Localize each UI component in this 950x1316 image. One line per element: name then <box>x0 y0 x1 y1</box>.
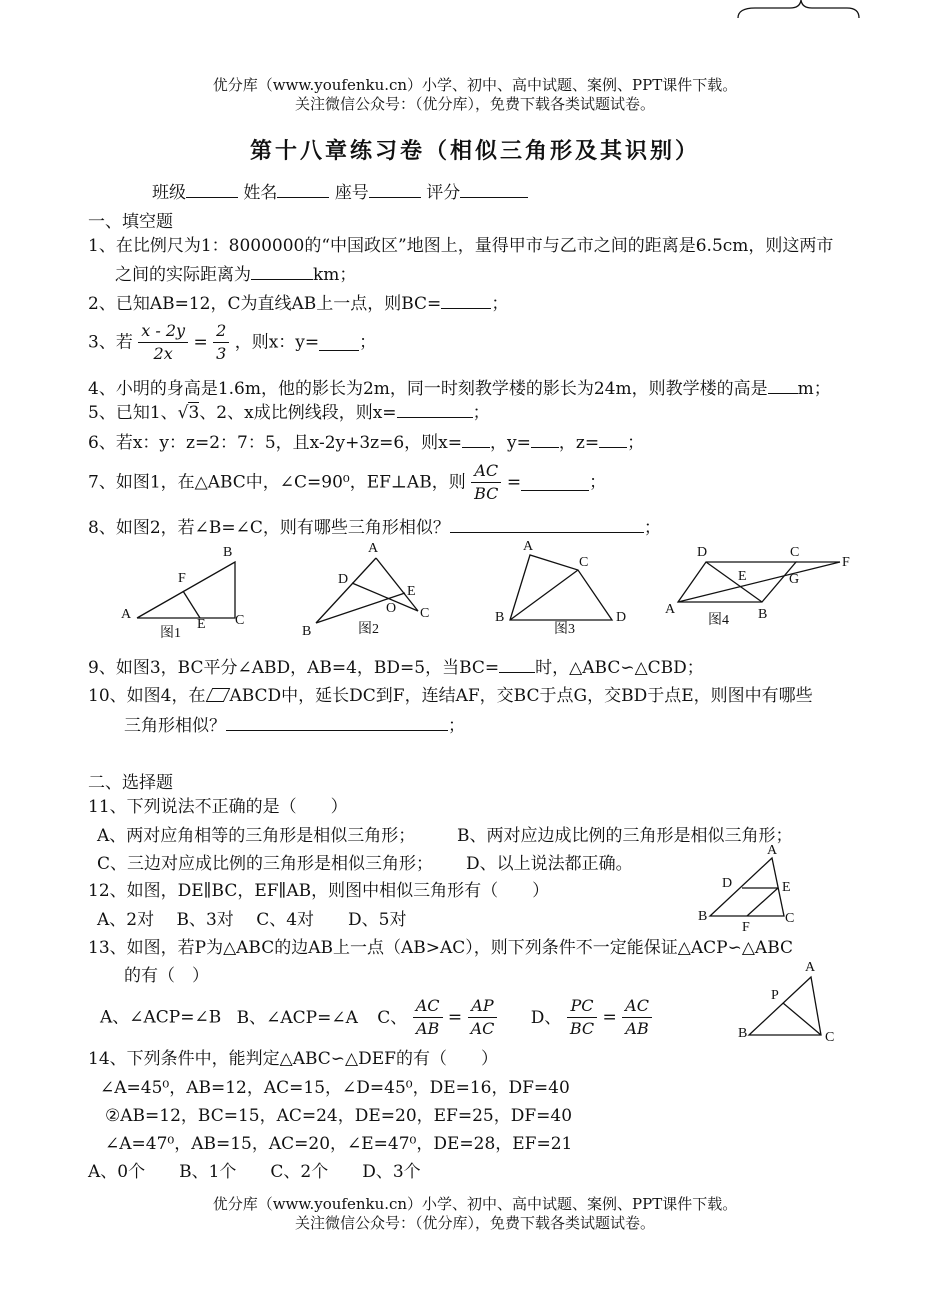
q11-option-a: A、两对应角相等的三角形是相似三角形； <box>97 826 416 846</box>
svg-text:B: B <box>302 624 312 639</box>
q14-condition-2: ②AB=12，BC=15，AC=24，DE=20，EF=25，DF=40 <box>105 1106 573 1126</box>
question-6: 6、若x：y：z=2：7：5，且x-2y+3z=6，则x= ，y= ，z= ； <box>88 433 645 453</box>
svg-text:F: F <box>178 571 186 586</box>
svg-text:B: B <box>758 607 768 622</box>
svg-text:G: G <box>789 572 800 587</box>
q10-blank[interactable] <box>226 714 448 731</box>
question-2: 2、已知AB=12，C为直线AB上一点，则BC= ； <box>88 294 509 314</box>
seat-blank[interactable] <box>369 181 421 198</box>
figure-3 <box>490 535 640 643</box>
svg-text:C: C <box>420 606 430 621</box>
q6-blank-z[interactable] <box>599 431 627 448</box>
section-multiple-choice: 二、选择题 <box>88 773 173 793</box>
page-title: 第十八章练习卷（相似三角形及其识别） <box>249 138 700 164</box>
score-blank[interactable] <box>460 181 528 198</box>
q3-fraction-right: $\frac{2}{3}$ <box>213 320 229 365</box>
svg-text:F: F <box>842 555 850 570</box>
q1-blank[interactable] <box>251 263 313 280</box>
svg-text:C: C <box>785 911 795 926</box>
q13-options: A、∠ACP=∠B B、∠ACP=∠A C、 $\frac{AC}{AB}$ = $\frac{AP}{AC}$ D、 $\frac{PC}{BC}$ = $\frac{AC}{AB}$ <box>100 995 652 1040</box>
svg-text:C: C <box>235 613 245 628</box>
svg-text:E: E <box>407 584 416 599</box>
q3-blank[interactable] <box>319 334 359 351</box>
figure-4 <box>660 540 855 635</box>
svg-text:O: O <box>386 601 397 616</box>
question-13-stem-1: 13、如图，若P为△ABC的边AB上一点（AB>AC），则下列条件不一定能保证△ACP∽△ABC <box>88 938 794 958</box>
q11-option-d: D、以上说法都正确。 <box>466 854 633 874</box>
svg-text:A: A <box>121 607 132 622</box>
q2-blank[interactable] <box>441 292 491 309</box>
header-line-1: 优分库（www.youfenku.cn）小学、初中、高中试题、案例、PPT课件下载。 <box>212 76 738 94</box>
question-14-stem: 14、下列条件中，能判定△ABC∽△DEF的有（ ） <box>88 1049 498 1069</box>
figure-q13 <box>735 955 845 1050</box>
svg-text:A: A <box>805 960 816 975</box>
q11-option-b: B、两对应边成比例的三角形是相似三角形； <box>457 826 793 846</box>
score-label: 评分 <box>426 183 461 203</box>
q13-d-fraction-1: $\frac{PC}{BC}$ <box>567 995 597 1040</box>
class-blank[interactable] <box>186 181 238 198</box>
q13-c-fraction-1: $\frac{AC}{AB}$ <box>413 995 443 1040</box>
question-1-line-2: 之间的实际距离为 km； <box>115 265 357 285</box>
q14-condition-1: ∠A=45⁰，AB=12，AC=15，∠D=45⁰，DE=16，DF=40 <box>100 1078 570 1098</box>
svg-text:B: B <box>738 1026 748 1041</box>
footer-line-1: 优分库（www.youfenku.cn）小学、初中、高中试题、案例、PPT课件下载。 <box>212 1195 738 1213</box>
question-9: 9、如图3，BC平分∠ABD，AB=4，BD=5，当BC= 时，△ABC∽△CBD； <box>88 658 704 678</box>
q14-condition-3: ∠A=47⁰，AB=15，AC=20，∠E=47⁰，DE=28，EF=21 <box>105 1134 573 1154</box>
question-10-line-2: 三角形相似？ ； <box>124 716 465 736</box>
figure-2 <box>300 535 440 643</box>
q7-blank[interactable] <box>521 474 589 491</box>
svg-text:图2: 图2 <box>358 622 379 637</box>
q13-c-fraction-2: $\frac{AP}{AC}$ <box>468 995 498 1040</box>
class-label: 班级 <box>152 183 186 203</box>
name-blank[interactable] <box>277 181 329 198</box>
name-label: 姓名 <box>243 183 278 203</box>
svg-text:P: P <box>771 988 779 1003</box>
sqrt-symbol: √3 <box>177 403 200 423</box>
seat-label: 座号 <box>334 183 369 203</box>
section-fill-in: 一、填空题 <box>88 212 173 232</box>
svg-text:D: D <box>616 610 627 625</box>
brace-decoration <box>735 0 865 24</box>
question-13-stem-2: 的有（ ） <box>124 966 209 986</box>
question-5: 5、已知1、√3、2、x成比例线段，则x= ； <box>88 403 490 423</box>
svg-text:E: E <box>197 617 206 632</box>
q6-blank-x[interactable] <box>462 431 490 448</box>
question-3: 3、若 $\frac{x - 2y}{2x}$ = $\frac{2}{3}$ ，则x：y= ； <box>88 321 377 363</box>
svg-text:A: A <box>523 539 534 554</box>
svg-text:A: A <box>665 602 676 617</box>
svg-text:F: F <box>742 920 750 933</box>
q11-option-c: C、三边对应成比例的三角形是相似三角形； <box>97 854 434 874</box>
question-12-stem: 12、如图，DE∥BC，EF∥AB，则图中相似三角形有（ ） <box>88 881 550 901</box>
svg-text:B: B <box>495 610 505 625</box>
figure-q12 <box>692 838 812 933</box>
question-10-line-1: 10、如图4，在 ABCD中，延长DC到F，连结AF，交BC于点G，交BD于点E，则图中有哪些 <box>88 686 813 706</box>
q8-blank[interactable] <box>450 516 644 533</box>
svg-text:C: C <box>579 555 589 570</box>
svg-text:D: D <box>722 876 733 891</box>
question-1-line-1: 1、在比例尺为1：8000000的“中国政区”地图上，量得甲市与乙市之间的距离是6.5cm，则这两市 <box>88 236 834 256</box>
svg-text:D: D <box>338 572 349 587</box>
footer-line-2: 关注微信公众号：（优分库），免费下载各类试题试卷。 <box>294 1214 655 1232</box>
q12-options: A、2对 B、3对 C、4对 D、5对 <box>97 910 407 930</box>
parallelogram-icon <box>206 688 231 702</box>
svg-text:B: B <box>223 545 233 560</box>
question-7: 7、如图1，在△ABC中，∠C=90⁰，EF⊥AB，则 $\frac{AC}{BC}$ = ； <box>88 461 607 503</box>
svg-text:E: E <box>782 880 791 895</box>
svg-text:图3: 图3 <box>554 622 575 637</box>
question-4: 4、小明的身高是1.6m，他的影长为2m，同一时刻教学楼的影长为24m，则教学楼的高是 m； <box>88 379 831 399</box>
q13-d-fraction-2: $\frac{AC}{AB}$ <box>622 995 652 1040</box>
header-line-2: 关注微信公众号：（优分库），免费下载各类试题试卷。 <box>294 95 655 113</box>
q3-fraction-left: $\frac{x - 2y}{2x}$ <box>138 320 188 365</box>
svg-text:图1: 图1 <box>160 626 181 641</box>
svg-text:B: B <box>698 909 708 924</box>
svg-text:图4: 图4 <box>708 613 729 628</box>
q14-options: A、0个 B、1个 C、2个 D、3个 <box>88 1162 421 1182</box>
student-info-row <box>152 181 528 204</box>
svg-text:A: A <box>767 843 778 858</box>
svg-text:C: C <box>790 545 800 560</box>
question-11-stem: 11、下列说法不正确的是（ ） <box>88 797 348 817</box>
svg-text:E: E <box>738 569 747 584</box>
svg-text:D: D <box>697 545 708 560</box>
figure-1 <box>115 540 255 645</box>
q7-fraction: $\frac{AC}{BC}$ <box>471 460 501 505</box>
svg-text:A: A <box>368 541 379 556</box>
svg-text:C: C <box>825 1030 835 1045</box>
q9-blank[interactable] <box>499 656 535 673</box>
question-8: 8、如图2，若∠B=∠C，则有哪些三角形相似？ ； <box>88 518 661 538</box>
q6-blank-y[interactable] <box>531 431 559 448</box>
q5-blank[interactable] <box>397 401 473 418</box>
q4-blank[interactable] <box>768 377 798 394</box>
